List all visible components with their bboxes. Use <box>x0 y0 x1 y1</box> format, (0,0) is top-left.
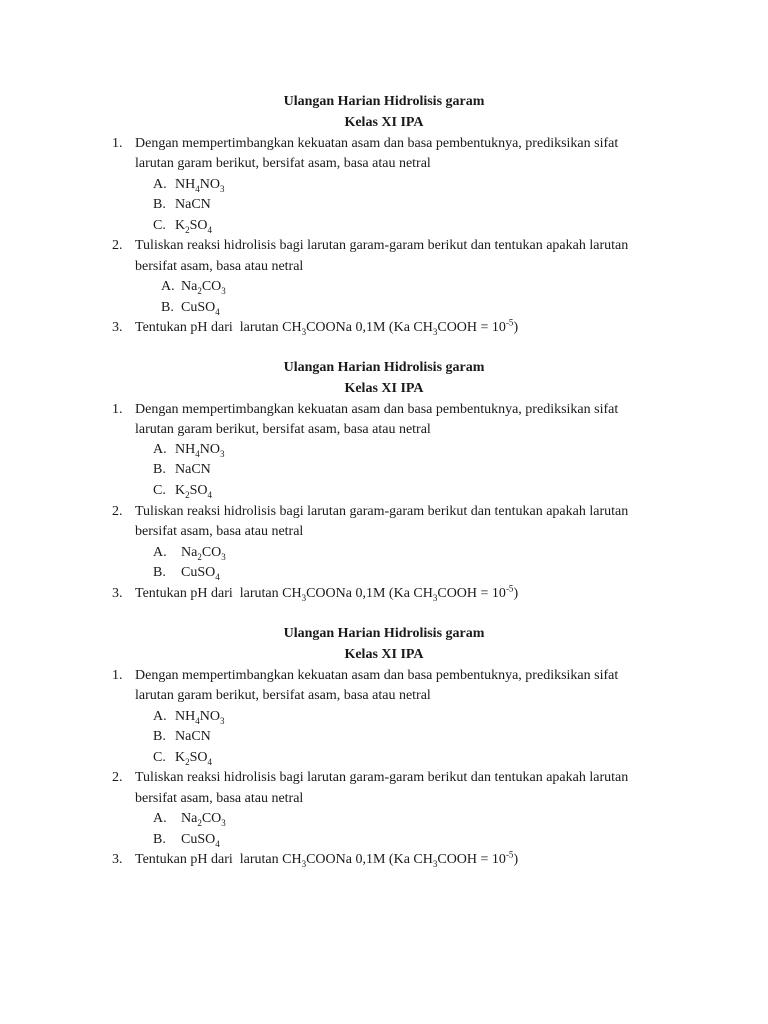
option-text: CuSO$_4$ <box>181 300 220 317</box>
question-text: Tuliskan reaksi hidrolisis bagi larutan garam-garam berikut dan tentukan apakah larutan <box>135 238 629 253</box>
question-number: 3. <box>112 320 123 335</box>
option-label: C. <box>153 218 166 233</box>
option-text: NaCN <box>175 197 211 212</box>
question-number: 1. <box>112 402 123 417</box>
question-text: larutan garam berikut, bersifat asam, basa atau netral <box>135 156 431 171</box>
option-label: B. <box>153 462 166 477</box>
option-label: A. <box>153 811 167 826</box>
option-label: C. <box>153 750 166 765</box>
option-text: $Na_2CO_3$ <box>181 811 226 828</box>
option-text: $Na_2CO_3$ <box>181 279 226 296</box>
question-text: bersifat asam, basa atau netral <box>135 791 304 806</box>
option-label: B. <box>153 832 166 847</box>
question-text: Dengan mempertimbangkan kekuatan asam dan basa pembentuknya, prediksikan sifat <box>135 402 619 417</box>
question-number: 1. <box>112 136 123 151</box>
option-text: NaCN <box>175 729 211 744</box>
question-number: 2. <box>112 504 123 519</box>
question-text: larutan garam berikut, bersifat asam, basa atau netral <box>135 422 431 437</box>
question-number: 2. <box>112 770 123 785</box>
question-text: Dengan mempertimbangkan kekuatan asam dan basa pembentuknya, prediksikan sifat <box>135 136 619 151</box>
section-class: Kelas XI IPA <box>344 115 424 130</box>
option-text: $NH_4NO_3$ <box>175 177 225 194</box>
option-text: $NH_4NO_3$ <box>175 442 225 459</box>
option-text: $K_2SO_4$ <box>175 750 213 767</box>
option-text: $K_2SO_4$ <box>175 483 213 500</box>
option-text: $Na_2CO_3$ <box>181 545 226 562</box>
question-number: 2. <box>112 238 123 253</box>
option-label: A. <box>153 709 167 724</box>
option-label: A. <box>153 177 167 192</box>
section-class: Kelas XI IPA <box>344 647 424 662</box>
question-text: Tentukan pH dari larutan $CH_3COONa$ 0,1M (Ka $CH_3COOH = 10^{-5}$) <box>135 849 519 869</box>
option-text: CuSO$_4$ <box>181 832 220 849</box>
option-label: A. <box>153 545 167 560</box>
option-text: $K_2SO_4$ <box>175 218 213 235</box>
question-text: larutan garam berikut, bersifat asam, basa atau netral <box>135 688 431 703</box>
question-text: Tuliskan reaksi hidrolisis bagi larutan garam-garam berikut dan tentukan apakah larutan <box>135 770 629 785</box>
section-title: Ulangan Harian Hidrolisis garam <box>283 626 485 641</box>
option-label: C. <box>153 483 166 498</box>
question-text: Tuliskan reaksi hidrolisis bagi larutan garam-garam berikut dan tentukan apakah larutan <box>135 504 629 519</box>
option-label: B. <box>153 197 166 212</box>
option-text: CuSO$_4$ <box>181 565 220 582</box>
question-text: bersifat asam, basa atau netral <box>135 259 304 274</box>
question-number: 3. <box>112 852 123 867</box>
option-label: A. <box>153 442 167 457</box>
option-label: B. <box>153 729 166 744</box>
section-class: Kelas XI IPA <box>344 381 424 396</box>
option-text: $NH_4NO_3$ <box>175 709 225 726</box>
section-title: Ulangan Harian Hidrolisis garam <box>283 360 485 375</box>
question-number: 3. <box>112 586 123 601</box>
option-label: B. <box>161 300 174 315</box>
question-text: Tentukan pH dari larutan $CH_3COONa$ 0,1M (Ka $CH_3COOH = 10^{-5}$) <box>135 583 519 603</box>
option-label: B. <box>153 565 166 580</box>
question-number: 1. <box>112 668 123 683</box>
option-text: NaCN <box>175 462 211 477</box>
section-title: Ulangan Harian Hidrolisis garam <box>283 94 485 109</box>
question-text: Dengan mempertimbangkan kekuatan asam dan basa pembentuknya, prediksikan sifat <box>135 668 619 683</box>
question-text: Tentukan pH dari larutan $CH_3COONa$ 0,1M (Ka $CH_3COOH = 10^{-5}$) <box>135 317 519 337</box>
question-text: bersifat asam, basa atau netral <box>135 524 304 539</box>
option-label: A. <box>161 279 175 294</box>
